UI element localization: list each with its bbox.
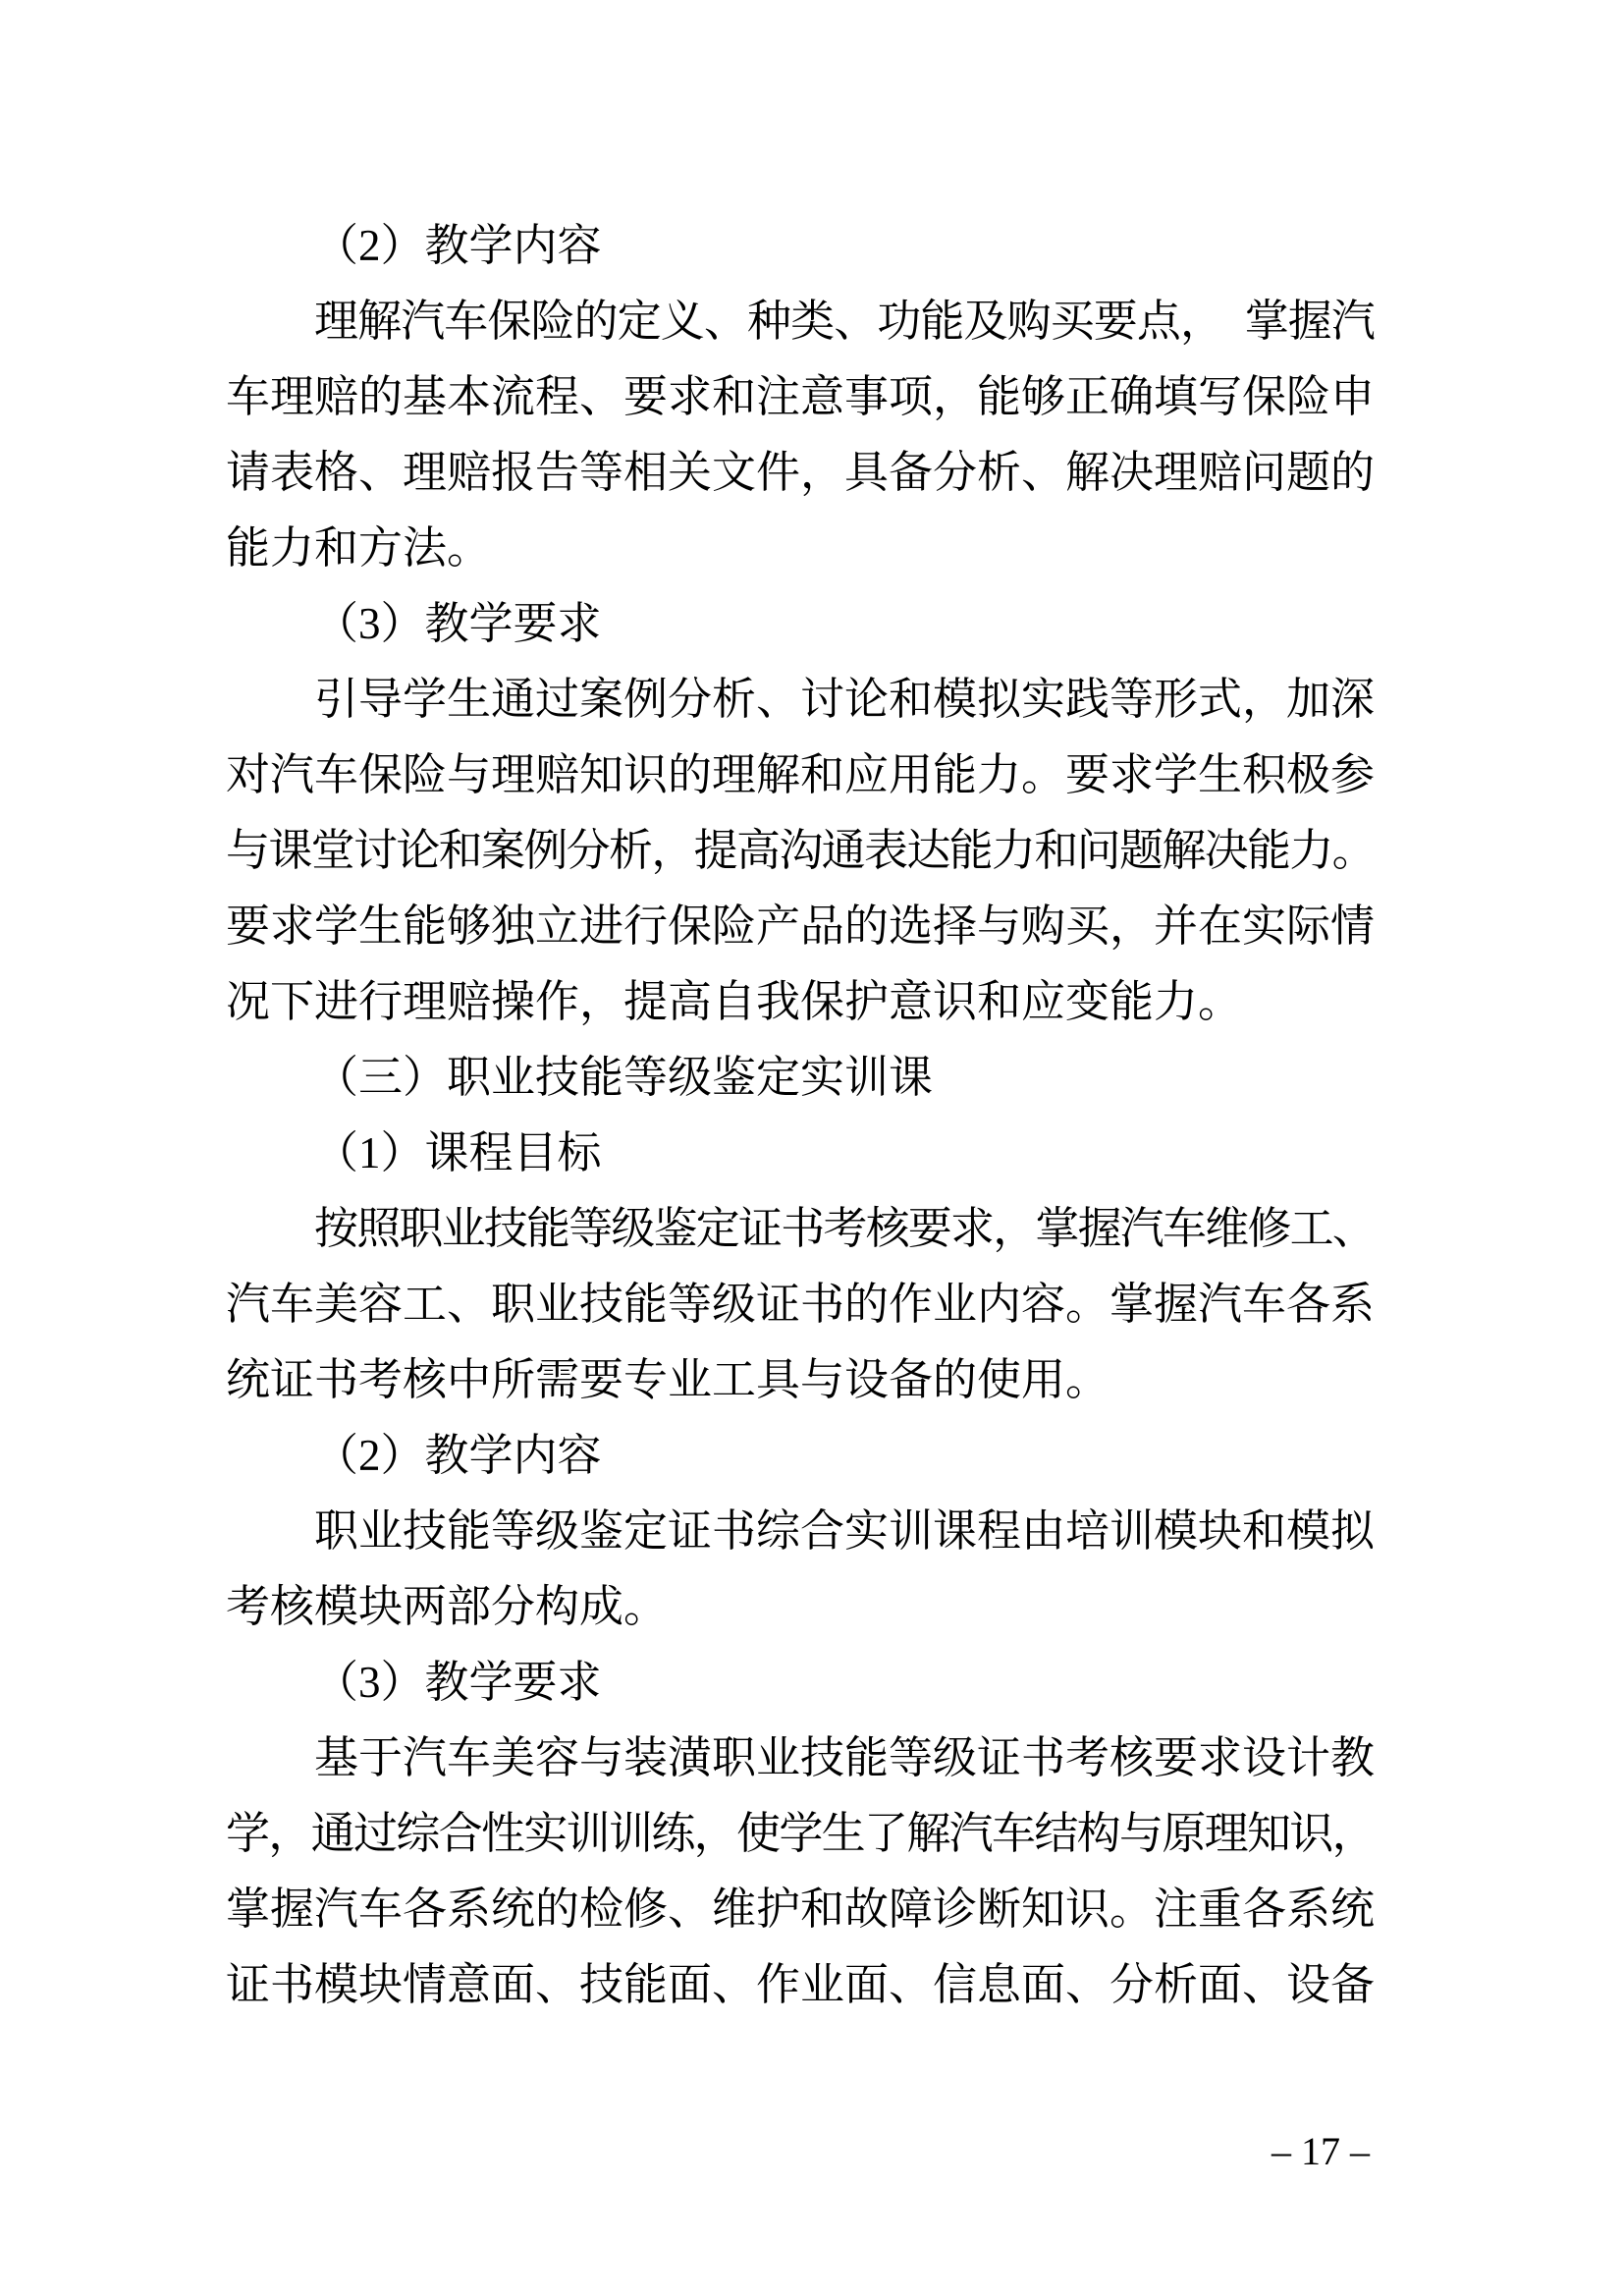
text-line: 理解汽车保险的定义、种类、功能及购买要点， 掌握汽	[314, 297, 1375, 346]
heading-line: （2）教学内容	[314, 1431, 602, 1480]
text-line: 学，通过综合性实训训练，使学生了解汽车结构与原理知识，	[226, 1809, 1375, 1858]
text-line: 要求学生能够独立进行保险产品的选择与购买，并在实际情	[226, 902, 1375, 951]
heading-line: （1）课程目标	[314, 1128, 602, 1177]
heading-line: （2）教学内容	[314, 221, 602, 270]
text-line: 统证书考核中所需要专业工具与设备的使用。	[226, 1355, 1110, 1404]
heading-line: （3）教学要求	[314, 1658, 602, 1707]
text-line: 职业技能等级鉴定证书综合实训课程由培训模块和模拟	[314, 1506, 1375, 1556]
text-line: 能力和方法。	[226, 523, 492, 573]
text-line: 与课堂讨论和案例分析，提高沟通表达能力和问题解决能力。	[226, 826, 1375, 875]
text-line: 请表格、理赔报告等相关文件，具备分析、解决理赔问题的	[226, 448, 1375, 497]
text-line: 汽车美容工、职业技能等级证书的作业内容。掌握汽车各系	[226, 1280, 1375, 1329]
document-body	[226, 208, 1375, 2023]
page-number: – 17 –	[1271, 2129, 1370, 2173]
text-line: 车理赔的基本流程、要求和注意事项，能够正确填写保险申	[226, 372, 1375, 421]
text-line: 引导学生通过案例分析、讨论和模拟实践等形式，加深	[314, 675, 1375, 724]
text-line: 按照职业技能等级鉴定证书考核要求，掌握汽车维修工、	[314, 1204, 1375, 1253]
text-line: 掌握汽车各系统的检修、维护和故障诊断知识。注重各系统	[226, 1885, 1375, 1934]
text-line: 况下进行理赔操作，提高自我保护意识和应变能力。	[226, 977, 1243, 1026]
text-line: 考核模块两部分构成。	[226, 1582, 669, 1631]
heading-line: （3）教学要求	[314, 599, 602, 648]
text-line: 证书模块情意面、技能面、作业面、信息面、分析面、设备	[226, 1960, 1375, 2009]
heading-line: （三）职业技能等级鉴定实训课	[314, 1053, 934, 1102]
text-line: 基于汽车美容与装潢职业技能等级证书考核要求设计教	[314, 1733, 1375, 1782]
text-line: 对汽车保险与理赔知识的理解和应用能力。要求学生积极参	[226, 750, 1375, 799]
